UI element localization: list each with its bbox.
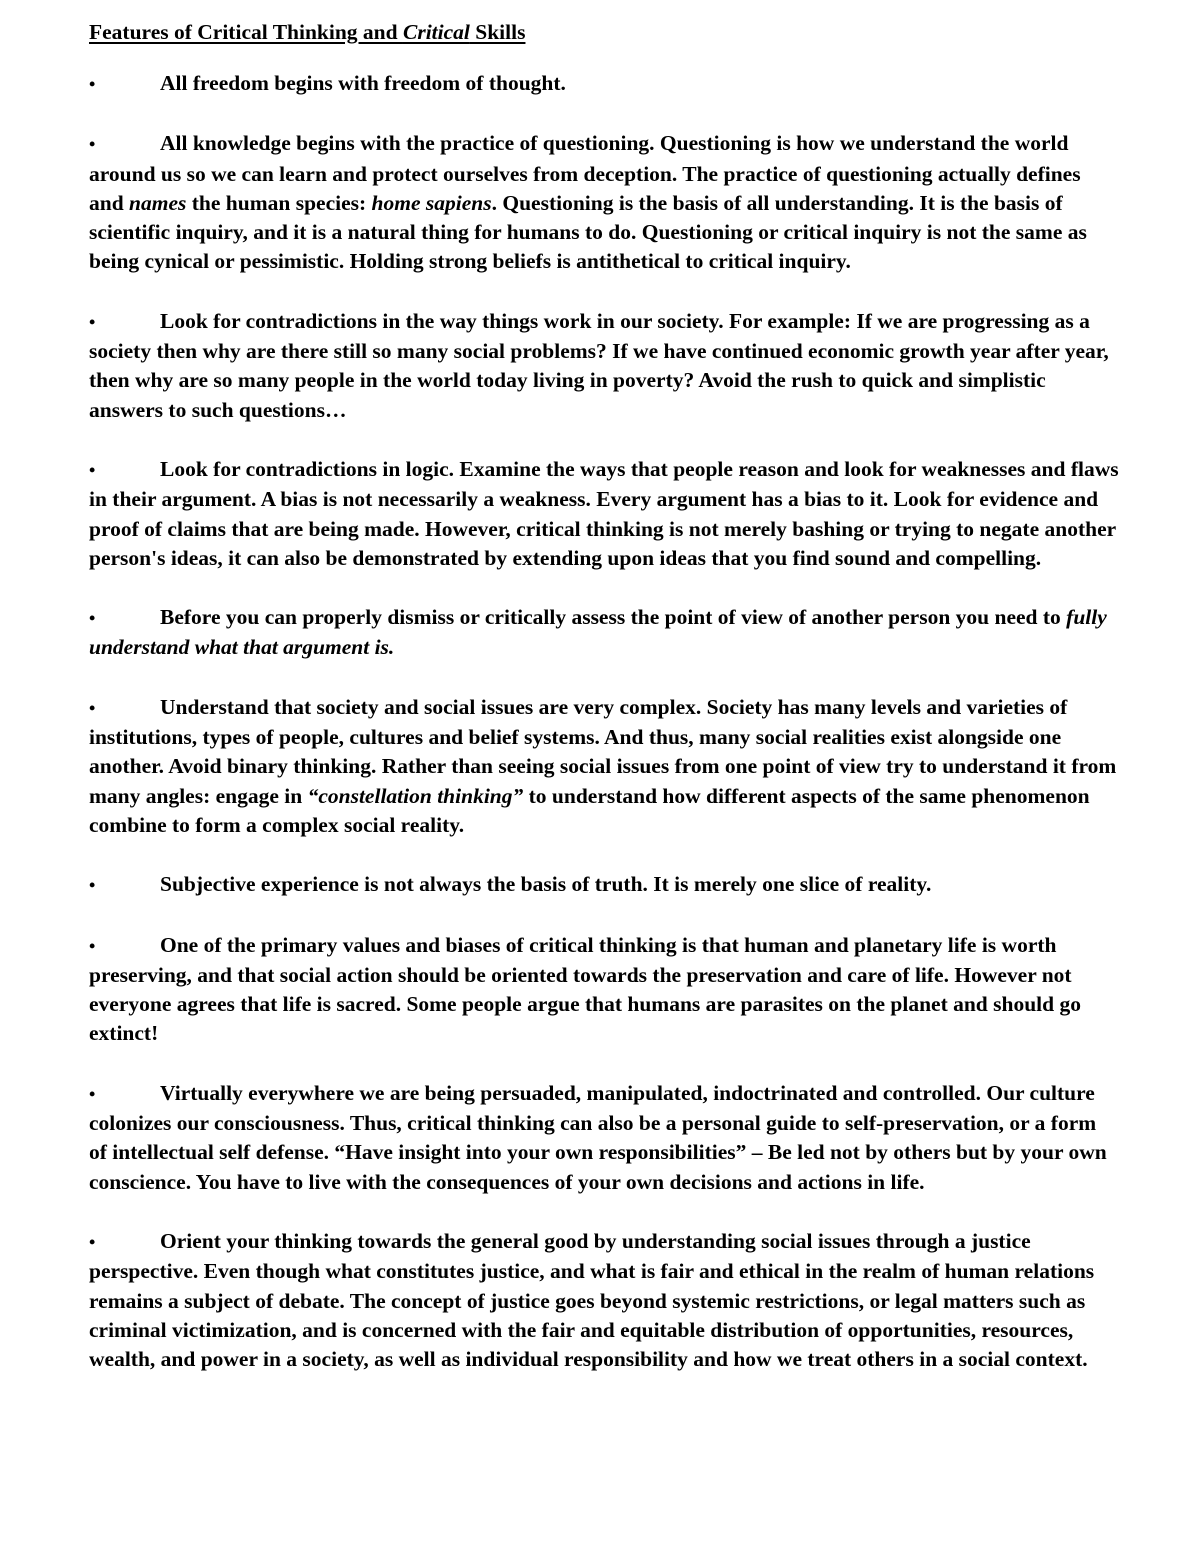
list-item <box>89 69 1119 99</box>
bullet-icon: • <box>89 459 96 480</box>
paragraph-text: All knowledge begins with the practice of questioning. Questioning is how we understand the world around us so we can learn and protect ourselves from deception. The practice of questioning actually defines and <box>89 131 1081 215</box>
paragraph-text: Understand that society and social issues are very complex. Society has many levels and varieties of institutions, types of people, cultures and belief systems. And thus, many social realities exist alongside one another. Avoid binary thinking. Rather than seeing social issues from one point of view try to understand it from many angles: engage in <box>89 694 1117 808</box>
document-title <box>89 18 1119 47</box>
emphasis-text: fully understand what that argument is. <box>89 605 1107 660</box>
paragraph <box>89 69 1119 99</box>
bullet-icon: • <box>89 74 96 94</box>
bullet-icon: • <box>89 311 96 332</box>
paragraph <box>89 693 1119 840</box>
paragraph-text: Virtually everywhere we are being persuaded, manipulated, indoctrinated and controlled. Our culture colonizes our consciousness. Thus, critical thinking can also be a personal guide to self-preservation, or a form of intellectual self defense. “Have insight into your own responsibilities” – Be led not by others but by your own conscience. You have to live with the consequences of your own decisions and actions in life. <box>89 1080 1107 1194</box>
bullet-icon: • <box>89 134 96 155</box>
paragraph-text: Look for contradictions in logic. Examine the ways that people reason and look for weaknesses and flaws in their argument. A bias is not necessarily a weakness. Every argument has a bias to it. Look for evidence and proof of claims that are being made. However, critical thinking is not merely bashing or trying to negate another person's ideas, it can also be demonstrated by extending upon ideas that you find sound and compelling. <box>89 456 1119 570</box>
list-item <box>89 1079 1119 1197</box>
paragraph <box>89 870 1119 900</box>
bullet-icon: • <box>89 1231 96 1252</box>
list-item <box>89 129 1119 276</box>
paragraph <box>89 129 1119 276</box>
list-item <box>89 307 1119 425</box>
list-item <box>89 603 1119 663</box>
paragraph-text: to understand how different aspects of the same phenomenon combine to form a complex social reality. <box>89 783 1090 837</box>
bullet-list <box>89 69 1119 1374</box>
document-page <box>89 18 1119 1404</box>
bullet-icon: • <box>89 1083 96 1104</box>
list-item <box>89 455 1119 573</box>
title-text-end: Skills <box>469 20 526 44</box>
paragraph-text: the human species: <box>186 190 372 215</box>
paragraph <box>89 455 1119 573</box>
emphasis-text: “constellation thinking” <box>307 783 524 808</box>
list-item <box>89 693 1119 840</box>
emphasis-text: home sapiens <box>371 190 492 215</box>
paragraph <box>89 931 1119 1049</box>
paragraph-text: Subjective experience is not always the basis of truth. It is merely one slice of reality. <box>160 872 932 897</box>
paragraph-text: Before you can properly dismiss or critically assess the point of view of another person you need to <box>160 605 1067 630</box>
bullet-icon: • <box>89 608 96 629</box>
paragraph-text: Orient your thinking towards the general good by understanding social issues through a justice perspective. Even though what constitutes justice, and what is fair and ethical in the realm of human relations remains a subject of debate. The concept of justice goes beyond systemic restrictions, or legal matters such as criminal victimization, and is concerned with the fair and equitable distribution of opportunities, resources, wealth, and power in a society, as well as individual responsibility and how we treat others in a social context. <box>89 1228 1095 1372</box>
paragraph-text: . Questioning is the basis of all understanding. It is the basis of scientific inquiry, and it is a natural thing for humans to do. Questioning or critical inquiry is not the same as being cynical or pessimistic. Holding strong beliefs is antithetical to critical inquiry. <box>89 190 1087 274</box>
list-item <box>89 931 1119 1049</box>
bullet-icon: • <box>89 935 96 956</box>
paragraph <box>89 307 1119 425</box>
paragraph-text: One of the primary values and biases of critical thinking is that human and planetary life is worth preserving, and that social action should be oriented towards the preservation and care of life. However not everyone agrees that life is sacred. Some people argue that humans are parasites on the planet and should go extinct! <box>89 932 1081 1046</box>
bullet-icon: • <box>89 697 96 718</box>
paragraph-text: All freedom begins with freedom of thought. <box>160 71 566 95</box>
list-item <box>89 870 1119 900</box>
title-text-start: Features of Critical Thinking and <box>89 20 403 44</box>
bullet-icon: • <box>89 875 96 896</box>
paragraph <box>89 603 1119 663</box>
emphasis-text: names <box>129 190 187 215</box>
paragraph <box>89 1079 1119 1197</box>
paragraph <box>89 1227 1119 1374</box>
title-text-italic: Critical <box>402 20 470 44</box>
list-item <box>89 1227 1119 1374</box>
paragraph-text: Look for contradictions in the way things work in our society. For example: If we are progressing as a society then why are there still so many social problems? If we have continued economic growth year after year, then why are so many people in the world today living in poverty? Avoid the rush to quick and simplistic answers to such questions… <box>89 308 1109 422</box>
